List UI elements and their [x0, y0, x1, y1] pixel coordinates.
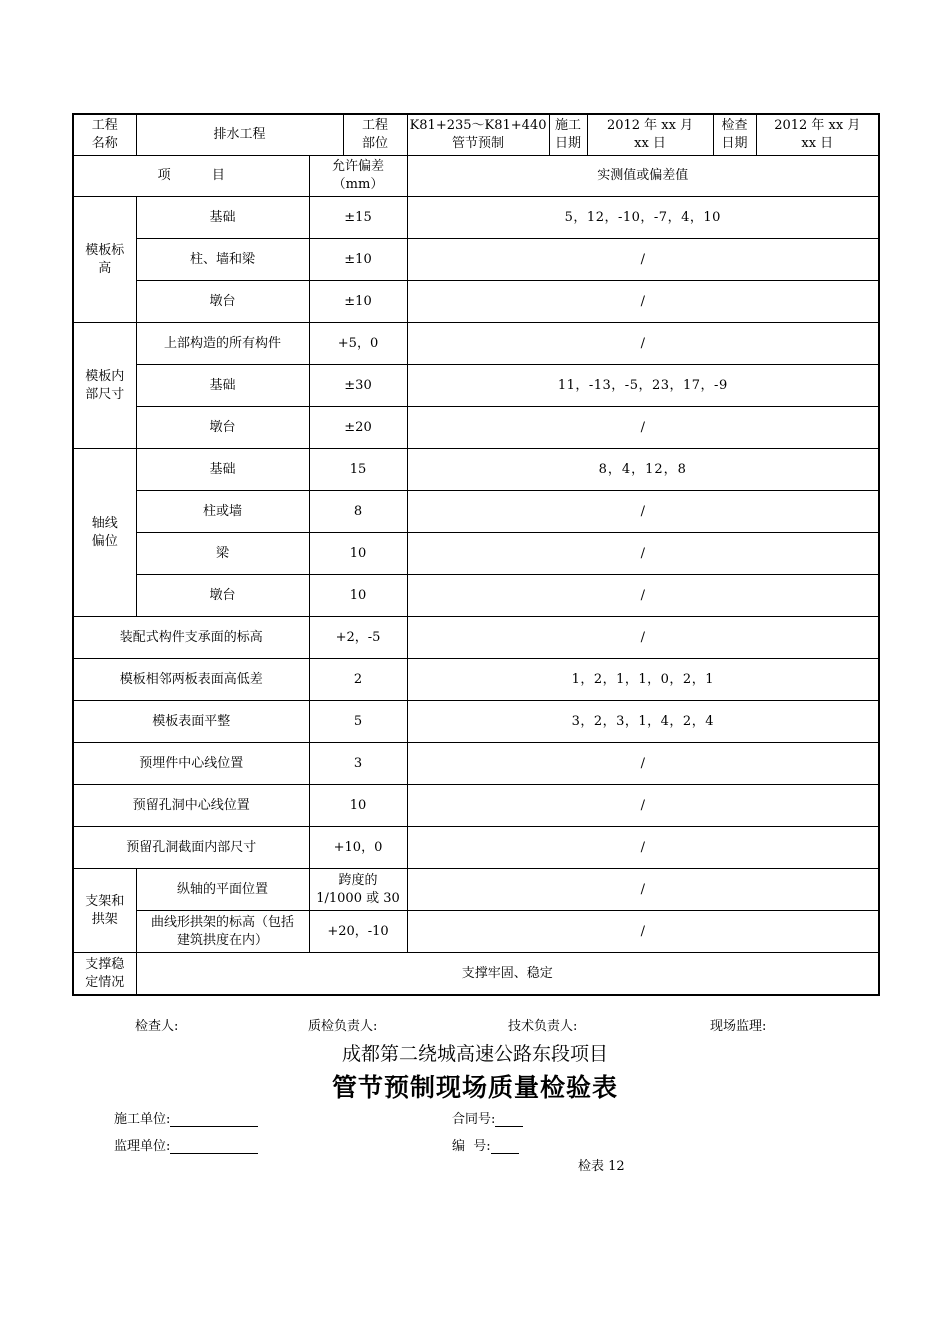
project-part-value: K81+235～K81+440 管节预制 — [407, 114, 549, 156]
column-measured-header: 实测值或偏差值 — [407, 156, 879, 197]
item-cell: 墩台 — [136, 575, 309, 617]
item-cell: 梁 — [136, 533, 309, 575]
table-row — [73, 323, 879, 365]
measured-cell: / — [407, 617, 879, 659]
table-row — [73, 869, 879, 911]
project-name-label: 工程 名称 — [73, 114, 136, 156]
tolerance-cell: ±15 — [309, 197, 407, 239]
item-cell: 基础 — [136, 449, 309, 491]
project-part-label: 工程 部位 — [343, 114, 407, 156]
item-cell: 预留孔洞截面内部尺寸 — [73, 827, 309, 869]
group-label-formwork-internal-size: 模板内 部尺寸 — [73, 323, 136, 449]
item-cell: 柱或墙 — [136, 491, 309, 533]
tolerance-cell: 10 — [309, 785, 407, 827]
table-row — [73, 407, 879, 449]
item-cell: 预留孔洞中心线位置 — [73, 785, 309, 827]
supervisor-label: 现场监理: — [710, 1019, 767, 1034]
measured-cell: / — [407, 785, 879, 827]
item-cell: 模板表面平整 — [73, 701, 309, 743]
supervision-field — [114, 1135, 258, 1154]
table-row — [73, 701, 879, 743]
table-row — [73, 785, 879, 827]
tolerance-cell: 3 — [309, 743, 407, 785]
table-row — [73, 449, 879, 491]
tolerance-cell: +10，0 — [309, 827, 407, 869]
measured-cell: / — [407, 575, 879, 617]
check-date-label: 检查 日期 — [713, 114, 756, 156]
contractor-blank[interactable] — [170, 1112, 258, 1127]
support-stability-value: 支撑牢固、稳定 — [136, 953, 879, 996]
item-cell: 墩台 — [136, 281, 309, 323]
inspector-label: 检查人: — [135, 1019, 179, 1034]
table-row — [73, 533, 879, 575]
number-blank[interactable] — [491, 1139, 519, 1154]
item-cell: 基础 — [136, 197, 309, 239]
header-row — [73, 114, 879, 156]
measured-cell: 1，2，1，1，0，2，1 — [407, 659, 879, 701]
tolerance-cell: 跨度的 1/1000 或 30 — [309, 869, 407, 911]
tolerance-cell: 10 — [309, 533, 407, 575]
contract-no-blank[interactable] — [495, 1112, 523, 1127]
measured-cell: 8，4，12，8 — [407, 449, 879, 491]
tolerance-cell: 10 — [309, 575, 407, 617]
inspection-table — [72, 113, 880, 996]
supervision-blank[interactable] — [170, 1139, 258, 1154]
qc-head-label: 质检负责人: — [308, 1019, 378, 1034]
measured-cell: 11，-13，-5，23，17，-9 — [407, 365, 879, 407]
measured-cell: / — [407, 407, 879, 449]
number-label: 编 号: — [452, 1139, 491, 1154]
table-row — [73, 491, 879, 533]
measured-cell: / — [407, 281, 879, 323]
table-row — [73, 575, 879, 617]
tolerance-cell: 8 — [309, 491, 407, 533]
table-row — [73, 239, 879, 281]
tolerance-cell: 5 — [309, 701, 407, 743]
table-row — [73, 281, 879, 323]
column-item-header: 项 目 — [73, 156, 309, 197]
item-cell: 柱、墙和梁 — [136, 239, 309, 281]
item-cell: 纵轴的平面位置 — [136, 869, 309, 911]
table-row — [73, 617, 879, 659]
measured-cell: / — [407, 239, 879, 281]
measured-cell: 5，12，-10，-7，4，10 — [407, 197, 879, 239]
table-row — [73, 365, 879, 407]
table-row — [73, 911, 879, 953]
supervision-label: 监理单位: — [114, 1139, 171, 1154]
item-cell: 墩台 — [136, 407, 309, 449]
contractor-field — [114, 1108, 258, 1127]
form-title: 管节预制现场质量检验表 — [331, 1073, 618, 1102]
tolerance-cell: 15 — [309, 449, 407, 491]
measured-cell: / — [407, 533, 879, 575]
item-cell: 预埋件中心线位置 — [73, 743, 309, 785]
column-header-row — [73, 156, 879, 197]
contract-no-field — [452, 1108, 523, 1127]
group-label-support-stability: 支撑稳 定情况 — [73, 953, 136, 996]
table-row — [73, 743, 879, 785]
table-row — [73, 659, 879, 701]
form-code: 检表 12 — [578, 1159, 625, 1174]
measured-cell: / — [407, 911, 879, 953]
group-label-formwork-elevation: 模板标 高 — [73, 197, 136, 323]
tolerance-cell: ±20 — [309, 407, 407, 449]
group-label-support-arch: 支架和 拱架 — [73, 869, 136, 953]
tolerance-cell: +20，-10 — [309, 911, 407, 953]
tolerance-cell: ±10 — [309, 239, 407, 281]
measured-cell: 3，2，3，1，4，2，4 — [407, 701, 879, 743]
table-row — [73, 197, 879, 239]
group-label-axis-offset: 轴线 偏位 — [73, 449, 136, 617]
project-name-value: 排水工程 — [136, 114, 343, 156]
contract-no-label: 合同号: — [452, 1112, 496, 1127]
column-tolerance-header: 允许偏差 （mm） — [309, 156, 407, 197]
number-field — [452, 1135, 519, 1154]
tolerance-cell: +2，-5 — [309, 617, 407, 659]
item-cell: 上部构造的所有构件 — [136, 323, 309, 365]
check-date-value: 2012 年 xx 月 xx 日 — [756, 114, 879, 156]
contractor-label: 施工单位: — [114, 1112, 171, 1127]
tolerance-cell: +5，0 — [309, 323, 407, 365]
measured-cell: / — [407, 323, 879, 365]
item-cell: 装配式构件支承面的标高 — [73, 617, 309, 659]
measured-cell: / — [407, 491, 879, 533]
item-cell: 模板相邻两板表面高低差 — [73, 659, 309, 701]
construction-date-value: 2012 年 xx 月 xx 日 — [587, 114, 713, 156]
tolerance-cell: 2 — [309, 659, 407, 701]
measured-cell: / — [407, 869, 879, 911]
tolerance-cell: ±30 — [309, 365, 407, 407]
item-cell: 基础 — [136, 365, 309, 407]
construction-date-label: 施工 日期 — [549, 114, 587, 156]
measured-cell: / — [407, 743, 879, 785]
project-title: 成都第二绕城高速公路东段项目 — [341, 1043, 608, 1065]
item-cell: 曲线形拱架的标高（包括 建筑拱度在内） — [136, 911, 309, 953]
tech-head-label: 技术负责人: — [508, 1019, 578, 1034]
table-row — [73, 953, 879, 996]
tolerance-cell: ±10 — [309, 281, 407, 323]
measured-cell: / — [407, 827, 879, 869]
table-row — [73, 827, 879, 869]
